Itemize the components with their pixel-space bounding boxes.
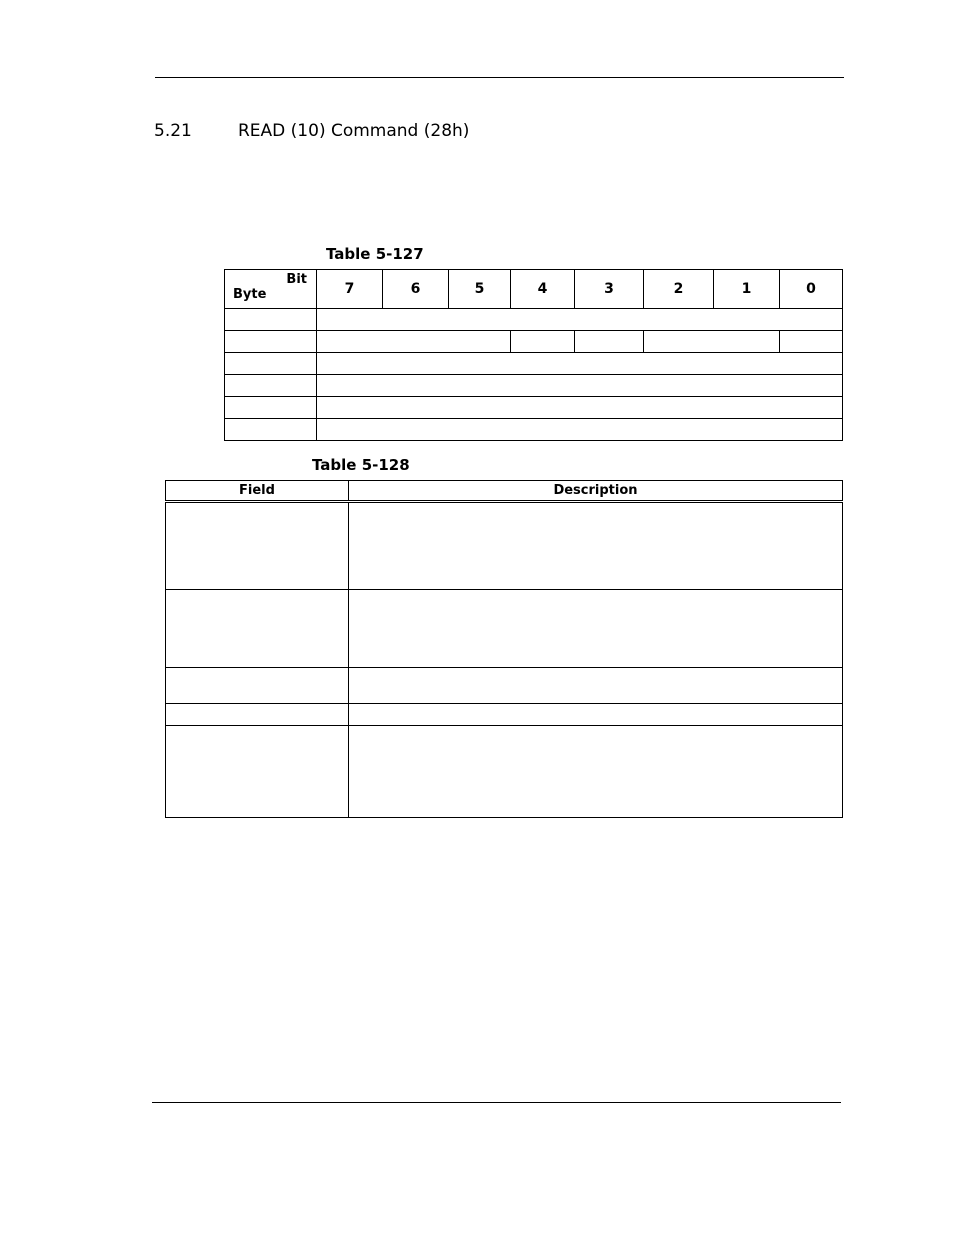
byte-number-cell: [225, 375, 317, 397]
description-cell: [349, 668, 843, 704]
byte-field-cell: [317, 375, 843, 397]
table-128-caption: Table 5-128: [312, 456, 410, 474]
byte-row: [225, 397, 843, 419]
byte-row: [225, 353, 843, 375]
field-cell: [166, 502, 349, 590]
field-row: [166, 590, 843, 668]
field-row: [166, 668, 843, 704]
byte-field-cell: [317, 309, 843, 331]
field-row: [166, 502, 843, 590]
byte-number-cell: [225, 397, 317, 419]
byte-row: [225, 309, 843, 331]
byte-field-cell: [317, 419, 843, 441]
cdb-layout-table: [224, 269, 843, 441]
field-cell: [166, 590, 349, 668]
byte-number-cell: [225, 331, 317, 353]
bit-0-header: 0: [780, 270, 843, 309]
bit-2-header: 2: [644, 270, 714, 309]
bit-label: Bit: [286, 272, 307, 287]
bit-3-header: 3: [575, 270, 644, 309]
description-cell: [349, 704, 843, 726]
byte-field-cell: [317, 331, 511, 353]
field-row: [166, 726, 843, 818]
byte-field-cell: [644, 331, 780, 353]
bit-5-header: 5: [449, 270, 511, 309]
bit-1-header: 1: [714, 270, 780, 309]
byte-number-cell: [225, 419, 317, 441]
bit-7-header: 7: [317, 270, 383, 309]
description-cell: [349, 590, 843, 668]
header-rule: [155, 77, 844, 78]
byte-field-cell: [575, 331, 644, 353]
description-cell: [349, 502, 843, 590]
field-header-row: [166, 481, 843, 502]
byte-field-cell: [317, 397, 843, 419]
byte-number-cell: [225, 309, 317, 331]
description-column-header: Description: [349, 481, 843, 502]
byte-row: [225, 375, 843, 397]
field-description-table: [165, 480, 843, 818]
field-cell: [166, 726, 349, 818]
byte-field-cell: [511, 331, 575, 353]
byte-row: [225, 331, 843, 353]
bit-4-header: 4: [511, 270, 575, 309]
bit-header-row: [225, 270, 843, 309]
section-title: READ (10) Command (28h): [238, 121, 470, 141]
footer-rule: [152, 1102, 841, 1103]
bit-6-header: 6: [383, 270, 449, 309]
field-column-header: Field: [166, 481, 349, 502]
table-127-caption: Table 5-127: [326, 245, 424, 263]
byte-row: [225, 419, 843, 441]
section-number: 5.21: [154, 121, 192, 141]
bit-byte-corner: [225, 270, 317, 309]
byte-field-cell: [780, 331, 843, 353]
field-cell: [166, 668, 349, 704]
byte-label: Byte: [233, 287, 267, 302]
field-cell: [166, 704, 349, 726]
description-cell: [349, 726, 843, 818]
section-heading: [154, 121, 469, 141]
byte-number-cell: [225, 353, 317, 375]
byte-field-cell: [317, 353, 843, 375]
field-row: [166, 704, 843, 726]
